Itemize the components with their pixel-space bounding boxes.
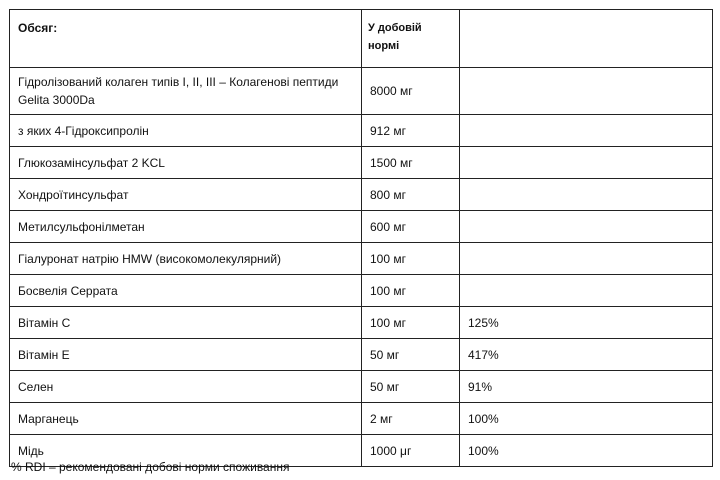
ingredient-name: Гіалуронат натрію HMW (високомолекулярний) bbox=[10, 243, 362, 275]
table-row bbox=[10, 307, 713, 339]
table-row bbox=[10, 403, 713, 435]
ingredient-name: Мідь bbox=[10, 435, 362, 467]
ingredient-name: з яких 4-Гідроксипролін bbox=[10, 115, 362, 147]
ingredient-amount: 1000 μг bbox=[362, 435, 460, 467]
ingredient-amount: 8000 мг bbox=[362, 68, 460, 115]
ingredient-rdi bbox=[460, 115, 713, 147]
ingredient-name: Босвелія Серрата bbox=[10, 275, 362, 307]
header-rdi bbox=[460, 10, 713, 68]
table-row bbox=[10, 371, 713, 403]
ingredient-amount: 2 мг bbox=[362, 403, 460, 435]
ingredient-rdi bbox=[460, 68, 713, 115]
nutrition-table bbox=[9, 9, 713, 467]
ingredient-rdi bbox=[460, 179, 713, 211]
ingredient-name: Глюкозамінсульфат 2 KCL bbox=[10, 147, 362, 179]
table-row bbox=[10, 147, 713, 179]
ingredient-name: Селен bbox=[10, 371, 362, 403]
ingredient-rdi: 91% bbox=[460, 371, 713, 403]
ingredient-amount: 100 мг bbox=[362, 307, 460, 339]
ingredient-rdi: 417% bbox=[460, 339, 713, 371]
ingredient-amount: 800 мг bbox=[362, 179, 460, 211]
ingredient-name: Хондроїтинсульфат bbox=[10, 179, 362, 211]
ingredient-amount: 50 мг bbox=[362, 371, 460, 403]
table-row bbox=[10, 339, 713, 371]
ingredient-rdi: 100% bbox=[460, 403, 713, 435]
ingredient-rdi: 100% bbox=[460, 435, 713, 467]
ingredient-rdi: 125% bbox=[460, 307, 713, 339]
ingredient-amount: 100 мг bbox=[362, 275, 460, 307]
table-row bbox=[10, 179, 713, 211]
ingredient-amount: 1500 мг bbox=[362, 147, 460, 179]
ingredient-rdi bbox=[460, 147, 713, 179]
table-row bbox=[10, 243, 713, 275]
table-row bbox=[10, 115, 713, 147]
ingredient-name: Гідролізований колаген типів I, II, III – Колагенові пептиди Gelita 3000Da bbox=[10, 68, 362, 115]
ingredient-amount: 912 мг bbox=[362, 115, 460, 147]
table-row bbox=[10, 275, 713, 307]
ingredient-rdi bbox=[460, 211, 713, 243]
table-row bbox=[10, 211, 713, 243]
ingredient-name: Вітамін C bbox=[10, 307, 362, 339]
header-volume: Обсяг: bbox=[10, 10, 362, 68]
header-daily-norm: У добовій нормі bbox=[362, 10, 460, 68]
ingredient-amount: 600 мг bbox=[362, 211, 460, 243]
ingredient-name: Вітамін E bbox=[10, 339, 362, 371]
ingredient-rdi bbox=[460, 243, 713, 275]
table-row bbox=[10, 68, 713, 115]
ingredient-amount: 100 мг bbox=[362, 243, 460, 275]
ingredient-amount: 50 мг bbox=[362, 339, 460, 371]
table-header-row bbox=[10, 10, 713, 68]
rdi-footnote: % RDI – рекомендовані добові норми споживання bbox=[11, 460, 290, 474]
ingredient-name: Марганець bbox=[10, 403, 362, 435]
ingredient-name: Метилсульфонілметан bbox=[10, 211, 362, 243]
ingredient-rdi bbox=[460, 275, 713, 307]
